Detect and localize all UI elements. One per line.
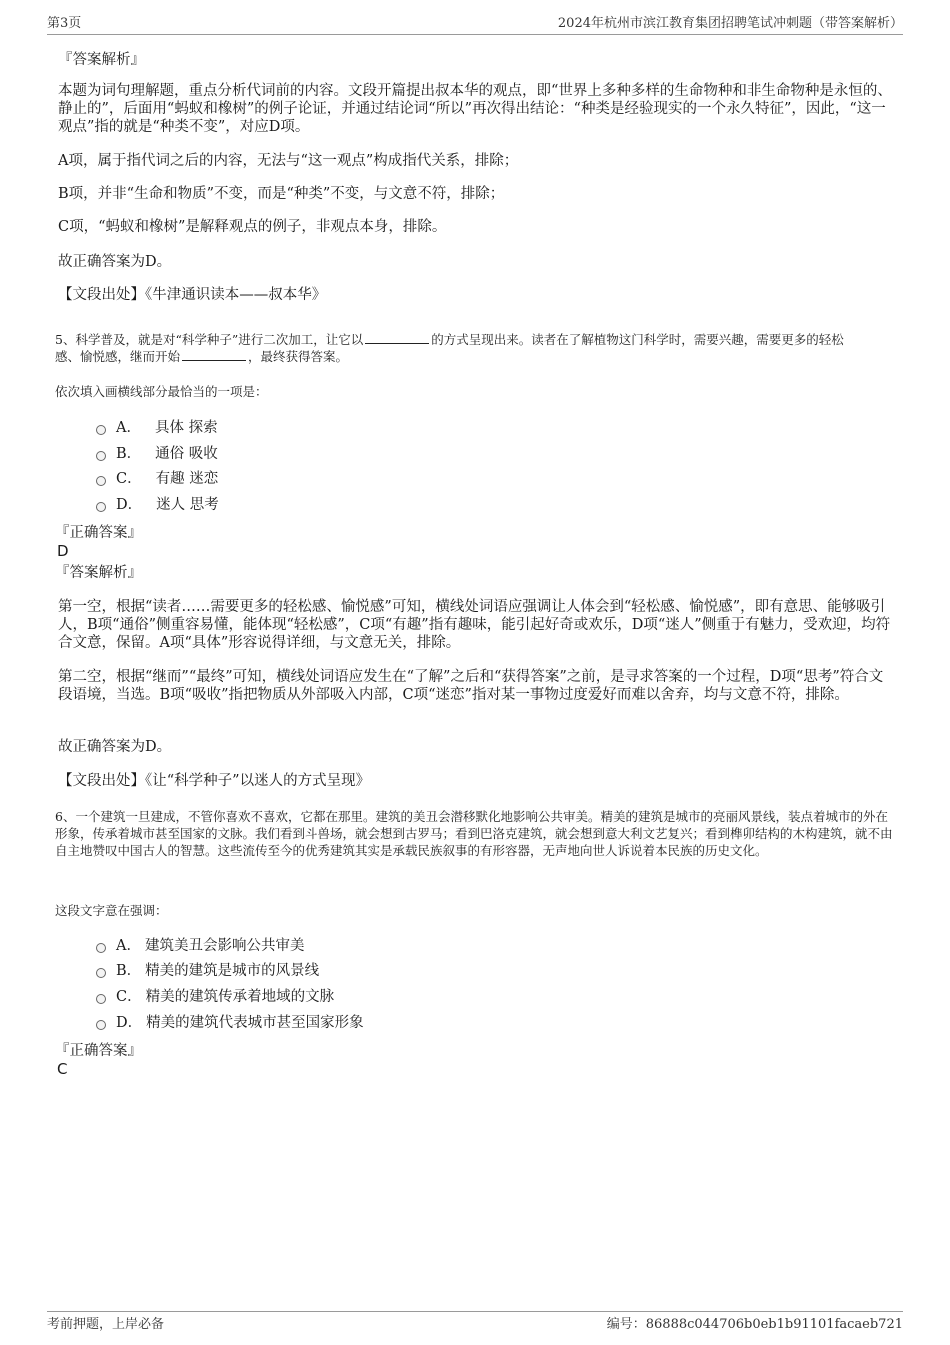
source-citation: 【文段出处】《牛津通识读本——叔本华》 xyxy=(58,287,327,303)
q5-option-c[interactable]: C． 有趣 迷恋 xyxy=(96,470,218,488)
q5-option-a[interactable]: A． 具体 探索 xyxy=(96,419,218,437)
radio-icon[interactable] xyxy=(96,968,106,978)
q5-option-d[interactable]: D． 迷人 思考 xyxy=(96,496,219,514)
analysis-conclusion: 故正确答案为D。 xyxy=(58,739,172,755)
correct-answer: D xyxy=(57,542,69,560)
radio-icon[interactable] xyxy=(96,502,106,512)
correct-answer-label: 『正确答案』 xyxy=(55,525,142,541)
analysis-option-c: C项，“蚂蚁和橡树”是解释观点的例子，非观点本身，排除。 xyxy=(58,219,447,235)
analysis-paragraph-1: 第一空，根据“读者……需要更多的轻松感、愉悦感”可知，横线处词语应强调让人体会到“轻松感、愉悦感”，即有意思、能够吸引人，B项“通俗”侧重容易懂，能体现“轻松感”，C项“有趣”指有趣味，能引起好奇或欢乐，D项“迷人”侧重于有魅力，受欢迎，均符合文意，保留。A项“具体”形容说得详细，与文意无关，排除。 xyxy=(58,599,891,651)
question-5-stem: 5、科学普及，就是对“科学种子”进行二次加工，让它以 的方式呈现出来。读者在了解植物这门科学时，需要兴趣，需要更多的轻松 感、愉悦感，继而开始 ，最终获得答案。 xyxy=(55,332,844,364)
radio-icon[interactable] xyxy=(96,425,106,435)
analysis-conclusion: 故正确答案为D。 xyxy=(58,254,172,270)
analysis-label: 『答案解析』 xyxy=(58,52,145,68)
page-header xyxy=(47,14,903,35)
radio-icon[interactable] xyxy=(96,1020,106,1030)
question-5-prompt: 依次填入画横线部分最恰当的一项是： xyxy=(55,384,268,399)
analysis-label: 『答案解析』 xyxy=(55,565,142,581)
analysis-option-b: B项，并非“生命和物质”不变，而是“种类”不变，与文意不符，排除； xyxy=(58,186,505,202)
q6-option-a[interactable]: A． 建筑美丑会影响公共审美 xyxy=(96,937,304,955)
q6-option-d[interactable]: D． 精美的建筑代表城市甚至国家形象 xyxy=(96,1014,364,1032)
q5-option-b[interactable]: B． 通俗 吸收 xyxy=(96,445,218,463)
footer-slogan: 考前押题，上岸必备 xyxy=(47,1317,165,1332)
page-number: 第3页 xyxy=(47,16,82,31)
radio-icon[interactable] xyxy=(96,943,106,953)
document-code: 编号：86888c044706b0eb1b91101facaeb721 xyxy=(606,1317,903,1332)
correct-answer: C xyxy=(57,1060,68,1078)
page-footer xyxy=(47,1311,903,1335)
radio-icon[interactable] xyxy=(96,451,106,461)
fill-blank-1 xyxy=(365,331,429,344)
analysis-paragraph: 本题为词句理解题，重点分析代词前的内容。文段开篇提出叔本华的观点，即“世界上多种多样的生命物种和非生命物种是永恒的、静止的”，后面用“蚂蚁和橡树”的例子论证，并通过结论词“所以”再次得出结论：“种类是经验现实的一个永久特征”，因此，“这一观点”指的就是“种类不变”，对应D项。 xyxy=(58,83,892,135)
q6-option-c[interactable]: C． 精美的建筑传承着地域的文脉 xyxy=(96,988,334,1006)
question-6-stem: 6、一个建筑一旦建成，不管你喜欢不喜欢，它都在那里。建筑的美丑会潜移默化地影响公共审美。精美的建筑是城市的亮丽风景线，装点着城市的外在形象，传承着城市甚至国家的文脉。我们看到斗兽场，就会想到古罗马；看到巴洛克建筑，就会想到意大利文艺复兴；看到榫卯结构的木构建筑，就不由自主地赞叹中国古人的智慧。这些流传至今的优秀建筑其实是承载民族叙事的有形容器，无声地向世人诉说着本民族的历史文化。 xyxy=(55,809,893,858)
document-title: 2024年杭州市滨江教育集团招聘笔试冲刺题（带答案解析） xyxy=(557,16,903,31)
radio-icon[interactable] xyxy=(96,476,106,486)
analysis-option-a: A项，属于指代词之后的内容，无法与“这一观点”构成指代关系，排除； xyxy=(58,153,519,169)
fill-blank-2 xyxy=(182,348,246,361)
question-6-prompt: 这段文字意在强调： xyxy=(55,903,168,918)
q6-option-b[interactable]: B． 精美的建筑是城市的风景线 xyxy=(96,962,319,980)
radio-icon[interactable] xyxy=(96,994,106,1004)
correct-answer-label: 『正确答案』 xyxy=(55,1043,142,1059)
analysis-paragraph-2: 第二空，根据“继而”“最终”可知，横线处词语应发生在“了解”之后和“获得答案”之前，是寻求答案的一个过程，D项“思考”符合文段语境，当选。B项“吸收”指把物质从外部吸入内部，C项“迷恋”指对某一事物过度爱好而难以舍弃，均与文意不符，排除。 xyxy=(58,669,884,703)
source-citation: 【文段出处】《让“科学种子”以迷人的方式呈现》 xyxy=(58,773,371,789)
